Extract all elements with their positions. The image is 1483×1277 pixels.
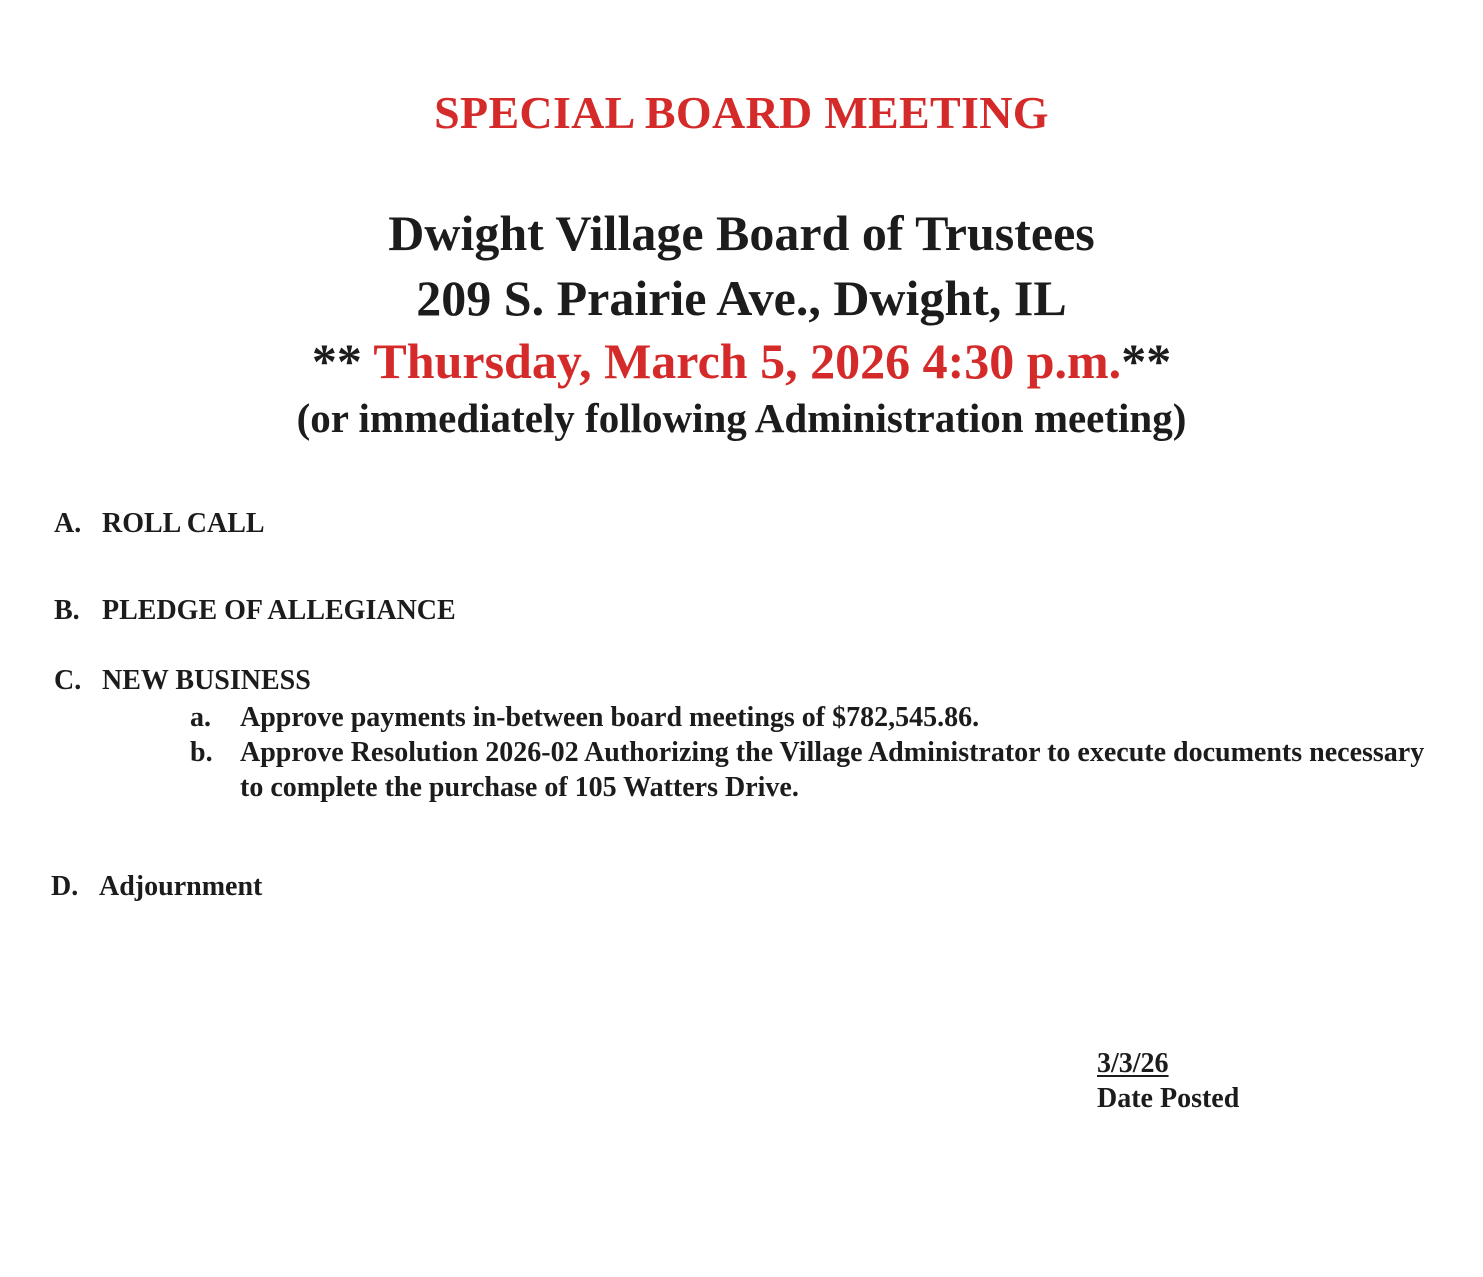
datetime-prefix: ** [311,333,374,389]
meeting-address: 209 S. Prairie Ave., Dwight, IL [416,270,1067,326]
agenda-item-pledge [54,594,456,628]
agenda-item-adjournment [51,870,262,904]
agenda-item-title: PLEDGE OF ALLEGIANCE [102,595,456,626]
agenda-item-title: NEW BUSINESS [102,665,311,696]
agenda-item-letter: C. [54,665,82,696]
agenda-item-letter: A. [54,508,82,539]
agenda-item-roll-call [54,507,265,541]
meeting-datetime: Thursday, March 5, 2026 4:30 p.m. [373,333,1122,389]
meeting-time-note: (or immediately following Administration meeting) [296,395,1187,441]
agenda-subitem-text: Approve Resolution 2026-02 Authorizing the Village Administrator to execute documents necessary to complete the purchase of 105 Watters Drive. [240,737,1425,803]
posted-label: Date Posted [1097,1083,1240,1114]
agenda-item-title: ROLL CALL [102,508,265,539]
agenda-item-letter: B. [54,595,80,626]
meeting-datetime-line [0,330,1483,392]
posted-date: 3/3/26 [1097,1048,1169,1079]
agenda-subitem-text: Approve payments in-between board meetings of $782,545.86. [240,702,980,733]
agenda-subitem-letter: b. [190,737,213,768]
agenda-subitem-letter: a. [190,702,211,733]
agenda-item-letter: D. [51,871,79,902]
agenda-item-title: Adjournment [99,871,263,902]
agenda-item-new-business [54,664,311,698]
meeting-type-title: SPECIAL BOARD MEETING [434,87,1049,138]
organization-name: Dwight Village Board of Trustees [388,205,1095,261]
datetime-suffix: ** [1121,333,1172,389]
posting-info [1097,1046,1239,1116]
